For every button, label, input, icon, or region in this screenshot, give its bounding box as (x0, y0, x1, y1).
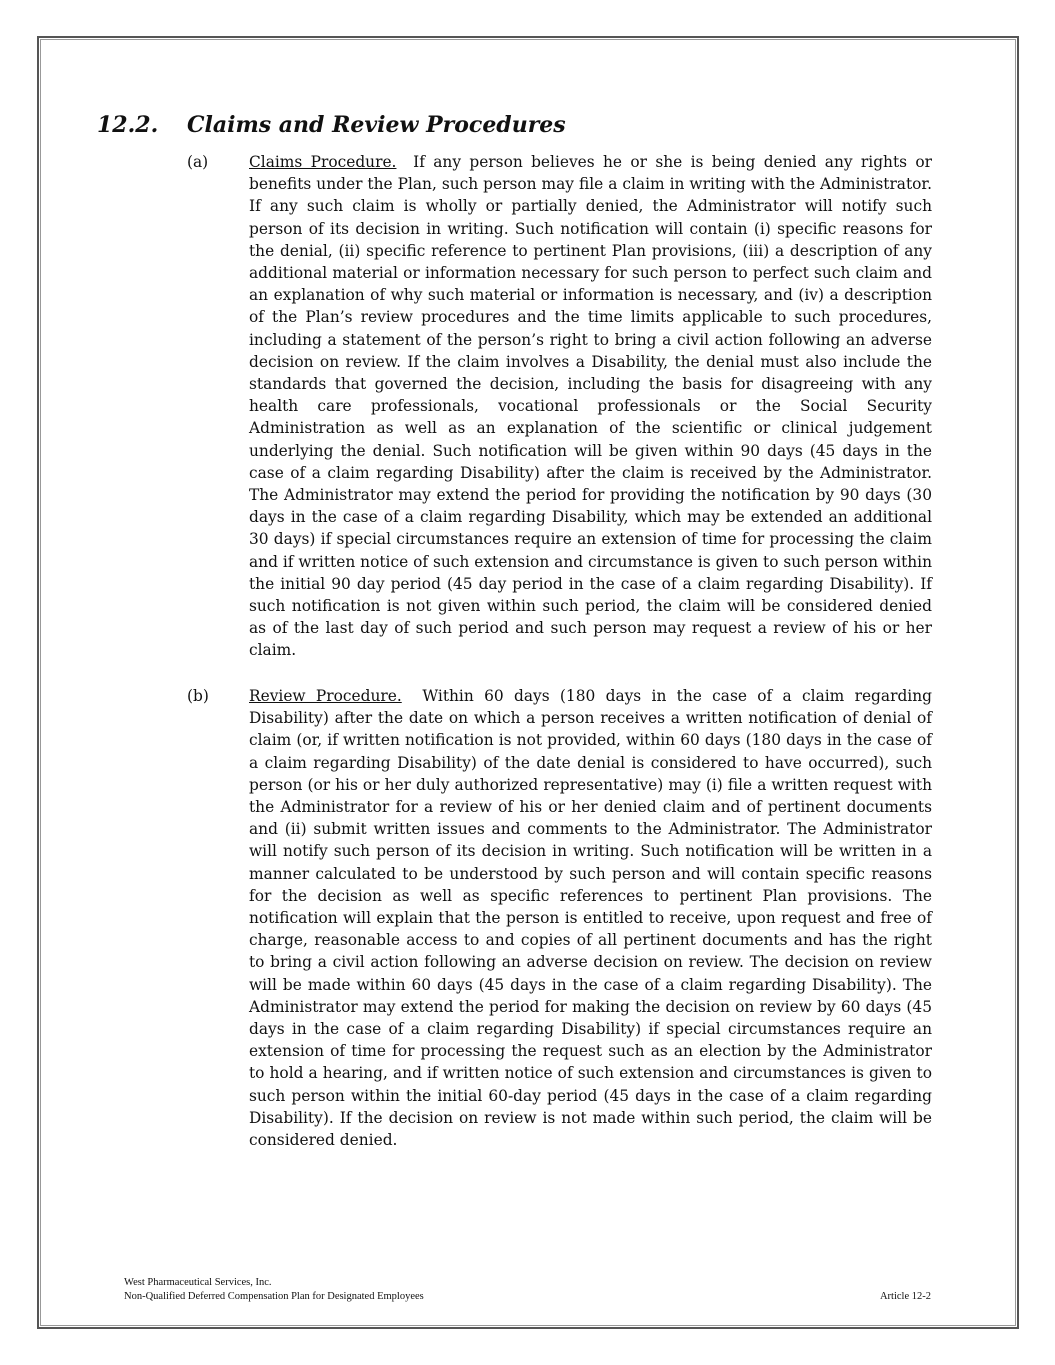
paragraph-review-procedure (187, 685, 932, 1151)
paragraph-body (249, 685, 932, 1151)
footer-left (124, 1276, 424, 1304)
paragraph-title: Claims Procedure. (249, 153, 397, 171)
section-title: Claims and Review Procedures (187, 112, 566, 138)
paragraph-body (249, 151, 932, 662)
paragraph-letter: (b) (187, 687, 209, 705)
footer-plan-name: Non-Qualified Deferred Compensation Plan for Designated Employees (124, 1291, 424, 1302)
paragraph-text: If any person believes he or she is being denied any rights or benefits under the Plan, such person may file a claim in writing with the Administrator. If any such claim is wholly or partially denied, the Administrator will notify such person of its decision in writing. Such notification will contain (i) specific reasons for the denial, (ii) specific reference to pertinent Plan provisions, (iii) a description of any additional material or information necessary for such person to perfect such claim and an explanation of why such material or information is necessary, and (iv) a description of the Plan’s review procedures and the time limits applicable to such procedures, including a statement of the person’s right to bring a civil action following an adverse decision on review. If the claim involves a Disability, the denial must also include the standards that governed the decision, including the basis for disagreeing with any health care professionals, vocational professionals or the Social Security Administration as well as an explanation of the scientific or clinical judgement underlying the denial. Such notification will be given within 90 days (45 days in the case of a claim regarding Disability) after the claim is received by the Administrator. The Administrator may extend the period for providing the notification by 90 days (30 days in the case of a claim regarding Disability, which may be extended an additional 30 days) if special circumstances require an extension of time for processing the claim and if written notice of such extension and circumstance is given to such person within the initial 90 day period (45 day period in the case of a claim regarding Disability). If such notification is not given within such period, the claim will be considered denied as of the last day of such period and such person may request a review of his or her claim. (249, 153, 932, 660)
paragraph-claims-procedure (187, 151, 932, 662)
paragraph-letter: (a) (187, 153, 209, 171)
section-heading (97, 112, 566, 138)
paragraph-title: Review Procedure. (249, 687, 402, 705)
paragraph-text: Within 60 days (180 days in the case of a claim regarding Disability) after the date on which a person receives a written notification of denial of claim (or, if written notification is not provided, within 60 days (180 days in the case of a claim regarding Disability) of the date denial is considered to have occurred), such person (or his or her duly authorized representative) may (i) file a written request with the Administrator for a review of his or her denied claim and of pertinent documents and (ii) submit written issues and comments to the Administrator. The Administrator will notify such person of its decision in writing. Such notification will be written in a manner calculated to be understood by such person and will contain specific reasons for the decision as well as specific references to pertinent Plan provisions. The notification will explain that the person is entitled to receive, upon request and free of charge, reasonable access to and copies of all pertinent documents and has the right to bring a civil action following an adverse decision on review. The decision on review will be made within 60 days (45 days in the case of a claim regarding Disability). The Administrator may extend the period for making the decision on review by 60 days (45 days in the case of a claim regarding Disability) if special circumstances require an extension of time for processing the request such as an election by the Administrator to hold a hearing, and if written notice of such extension and circumstances is given to such person within the initial 60-day period (45 days in the case of a claim regarding Disability). If the decision on review is not made within such period, the claim will be considered denied. (249, 687, 932, 1150)
section-number: 12.2. (97, 112, 159, 138)
footer-company: West Pharmaceutical Services, Inc. (124, 1277, 272, 1288)
footer-page-label: Article 12-2 (879, 1291, 931, 1302)
